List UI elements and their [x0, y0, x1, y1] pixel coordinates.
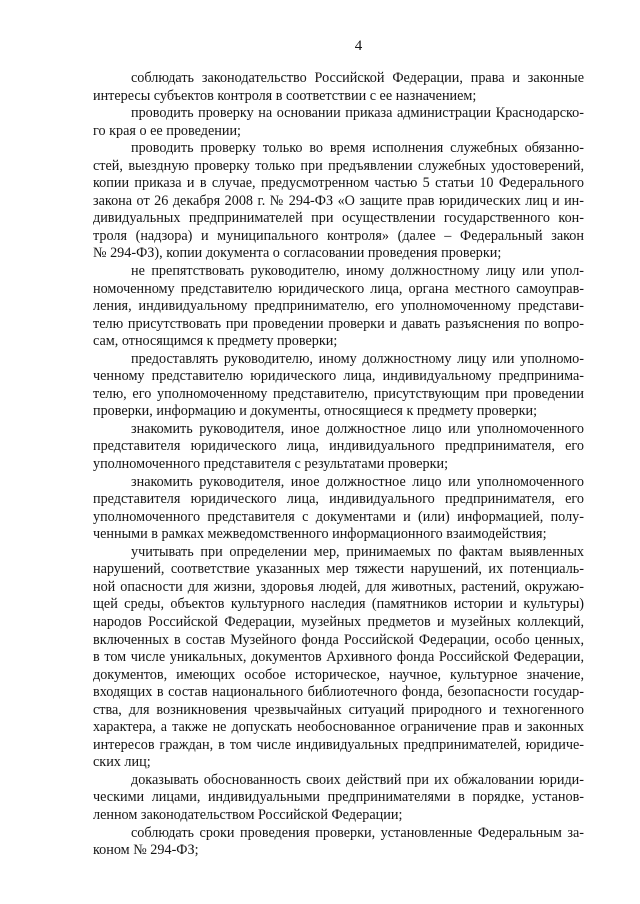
paragraph-line: интересов граждан, в том числе индивидуальных предпринимателей, юридиче-: [93, 736, 584, 753]
paragraph-line: знакомить руководителя, иное должностное лицо или уполномоченного: [131, 420, 584, 437]
paragraph-observe-legislation: [93, 70, 584, 105]
paragraph-line: интересы субъектов контроля в соответствии с ее назначением;: [93, 87, 477, 104]
paragraph-line: входящих в состав национального библиотечного фонда, безопасности государ-: [93, 684, 584, 701]
paragraph-observe-terms: [93, 825, 584, 860]
paragraph-line: уполномоченного представителя с документами и (или) информацией, полу-: [93, 508, 584, 525]
paragraph-line: включенных в состав Музейного фонда Российской Федерации, особо ценных,: [93, 631, 584, 648]
paragraph-line: щей среды, объектов культурного наследия (памятников истории и культуры): [93, 596, 584, 613]
paragraph-line: не препятствовать руководителю, иному должностному лицу или упол-: [131, 263, 584, 280]
paragraph-line: закона от 26 декабря 2008 г. № 294-ФЗ «О защите прав юридических лиц и ин-: [93, 192, 584, 209]
paragraph-consider-measures: [93, 544, 584, 772]
document-body: [93, 70, 584, 860]
paragraph-line: ченными в рамках межведомственного информационного взаимодействия;: [93, 526, 547, 543]
paragraph-line: ленном законодательством Российской Федерации;: [93, 806, 403, 823]
paragraph-line: уполномоченного представителя с результатами проверки;: [93, 456, 449, 473]
paragraph-line: знакомить руководителя, иное должностное лицо или уполномоченного: [131, 473, 584, 490]
paragraph-line: сам, относящимся к предмету проверки;: [93, 333, 338, 350]
paragraph-line: нарушений, соответствие указанных мер тяжести нарушений, их потенциаль-: [93, 561, 584, 578]
paragraph-line: ления, индивидуальному предпринимателю, его уполномоченному представи-: [93, 298, 584, 315]
paragraph-line: го края о ее проведении;: [93, 122, 241, 139]
paragraph-acquaint-documents: [93, 474, 584, 544]
paragraph-line: учитывать при определении мер, принимаемых по фактам выявленных: [131, 543, 584, 560]
paragraph-acquaint-results: [93, 421, 584, 474]
paragraph-line: ства, для возникновения чрезвычайных ситуаций природного и техногенного: [93, 701, 584, 718]
paragraph-line: в том числе уникальных, документов Архивного фонда Российской Федерации,: [93, 649, 584, 666]
paragraph-line: соблюдать законодательство Российской Федерации, права и законные: [131, 70, 584, 86]
paragraph-line: проводить проверку на основании приказа администрации Краснодарско-: [131, 105, 584, 122]
paragraph-inspection-basis: [93, 105, 584, 140]
paragraph-provide-information: [93, 351, 584, 421]
paragraph-line: ной опасности для жизни, здоровья людей, для животных, растений, окружаю-: [93, 578, 584, 595]
paragraph-line: ческими лицами, индивидуальными предпринимателями в порядке, установ-: [93, 789, 584, 806]
paragraph-line: характера, а также не допускать необоснованное ограничение прав и законных: [93, 719, 584, 736]
paragraph-line: номоченному представителю юридического лица, органа местного самоуправ-: [93, 280, 584, 297]
paragraph-line: телю, его уполномоченному представителю, присутствующим при проведении: [93, 385, 584, 402]
paragraph-not-obstruct: [93, 263, 584, 351]
paragraph-line: дивидуальных предпринимателей при осуществлении государственного кон-: [93, 210, 584, 227]
page-number: 4: [354, 38, 363, 54]
paragraph-line: представителя юридического лица, индивидуального предпринимателя, его: [93, 438, 584, 455]
paragraph-line: коном № 294-ФЗ;: [93, 842, 199, 859]
paragraph-line: проверки, информацию и документы, относящиеся к предмету проверки;: [93, 403, 538, 420]
paragraph-line: копии приказа и в случае, предусмотренном частью 5 статьи 10 Федерального: [93, 175, 584, 192]
paragraph-line: предоставлять руководителю, иному должностному лицу или уполномо-: [131, 350, 584, 367]
paragraph-line: телю присутствовать при проведении проверки и давать разъяснения по вопро-: [93, 315, 584, 332]
paragraph-line: № 294-ФЗ), копии документа о согласовании проведения проверки;: [93, 245, 502, 262]
paragraph-line: документов, имеющих особое историческое, научное, культурное значение,: [93, 666, 584, 683]
paragraph-line: народов Российской Федерации, музейных предметов и музейных коллекций,: [93, 613, 584, 630]
paragraph-line: соблюдать сроки проведения проверки, установленные Федеральным за-: [131, 824, 584, 841]
paragraph-line: ченному представителю юридического лица, индивидуальному предпринима-: [93, 368, 584, 385]
paragraph-inspection-duties-time: [93, 140, 584, 263]
paragraph-line: представителя юридического лица, индивидуального предпринимателя, его: [93, 491, 584, 508]
paragraph-line: ских лиц;: [93, 754, 151, 771]
paragraph-line: стей, выездную проверку только при предъявлении служебных удостоверений,: [93, 157, 584, 174]
paragraph-line: проводить проверку только во время исполнения служебных обязанно-: [131, 140, 584, 157]
paragraph-prove-validity: [93, 772, 584, 825]
paragraph-line: троля (надзора) и муниципального контроля» (далее – Федеральный закон: [93, 227, 584, 244]
paragraph-line: доказывать обоснованность своих действий при их обжаловании юриди-: [131, 771, 584, 788]
